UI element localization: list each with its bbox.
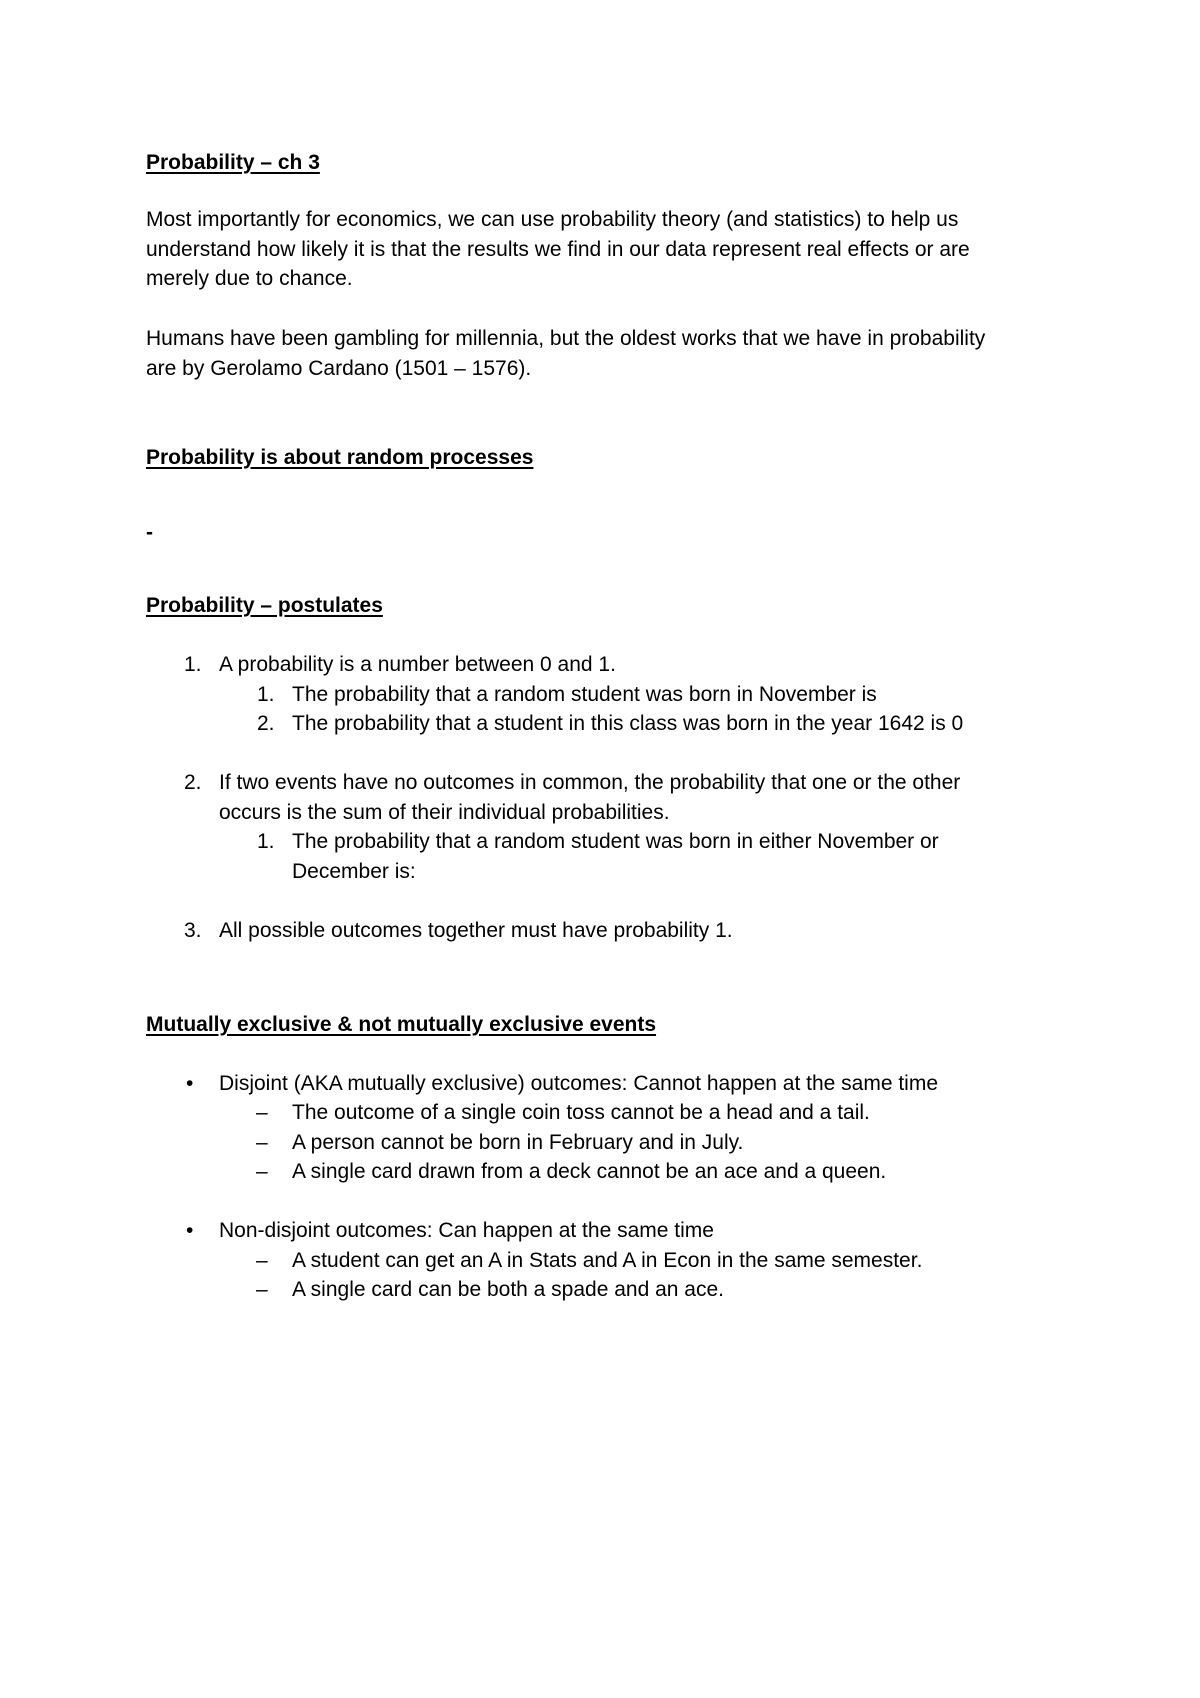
non-disjoint-example-2: A single card can be both a spade and an ace. bbox=[292, 1278, 724, 1301]
text-line: merely due to chance. bbox=[146, 267, 353, 290]
dash-marker: – bbox=[256, 1131, 268, 1154]
list-marker: 1. bbox=[184, 653, 202, 676]
postulate-1-sub-2: The probability that a student in this class was born in the year 1642 is 0 bbox=[292, 712, 964, 735]
text-line: understand how likely it is that the results we find in our data represent real effects or are bbox=[146, 237, 970, 261]
disjoint-example-3: A single card drawn from a deck cannot be an ace and a queen. bbox=[292, 1160, 887, 1183]
postulate-2-text-cont: occurs is the sum of their individual probabilities. bbox=[219, 801, 670, 824]
postulate-2-sub-1: The probability that a random student was born in either November or bbox=[292, 830, 939, 853]
section-heading-random-processes: Probability is about random processes bbox=[146, 446, 534, 469]
bullet-disjoint-text: Disjoint (AKA mutually exclusive) outcomes: Cannot happen at the same time bbox=[219, 1072, 939, 1095]
disjoint-example-1: The outcome of a single coin toss cannot be a head and a tail. bbox=[292, 1101, 870, 1124]
list-marker: 2. bbox=[257, 712, 275, 735]
dash-marker: – bbox=[256, 1278, 268, 1301]
postulate-2-sub-1-cont: December is: bbox=[292, 860, 416, 883]
intro-paragraph-1 bbox=[146, 205, 1086, 294]
bullet-marker: • bbox=[186, 1072, 194, 1095]
section-heading-mutually-exclusive: Mutually exclusive & not mutually exclusive events bbox=[146, 1013, 657, 1036]
dash-placeholder: - bbox=[146, 521, 153, 544]
bullet-non-disjoint-text: Non-disjoint outcomes: Can happen at the same time bbox=[219, 1219, 714, 1242]
disjoint-example-2: A person cannot be born in February and in July. bbox=[292, 1131, 744, 1154]
list-marker: 1. bbox=[257, 683, 275, 706]
list-marker: 1. bbox=[257, 830, 275, 853]
dash-marker: – bbox=[256, 1249, 268, 1272]
non-disjoint-example-1: A student can get an A in Stats and A in Econ in the same semester. bbox=[292, 1249, 923, 1272]
text-line: Humans have been gambling for millennia, but the oldest works that we have in probability bbox=[146, 327, 986, 350]
postulate-1-sub-1: The probability that a random student was born in November is bbox=[292, 683, 877, 706]
list-marker: 2. bbox=[184, 771, 202, 794]
list-marker: 3. bbox=[184, 919, 202, 942]
bullet-marker: • bbox=[186, 1219, 194, 1242]
dash-marker: – bbox=[256, 1101, 268, 1124]
page-title: Probability – ch 3 bbox=[146, 151, 320, 174]
text-line: are by Gerolamo Cardano (1501 – 1576). bbox=[146, 356, 532, 380]
intro-paragraph-2 bbox=[146, 324, 1086, 383]
text-line: Most importantly for economics, we can use probability theory (and statistics) to help us bbox=[146, 208, 959, 231]
section-heading-postulates: Probability – postulates bbox=[146, 594, 383, 617]
dash-marker: – bbox=[256, 1160, 268, 1183]
postulate-3-text: All possible outcomes together must have probability 1. bbox=[219, 919, 733, 942]
postulate-1-text: A probability is a number between 0 and 1. bbox=[219, 653, 616, 676]
postulate-2-text: If two events have no outcomes in common, the probability that one or the other bbox=[219, 771, 961, 794]
